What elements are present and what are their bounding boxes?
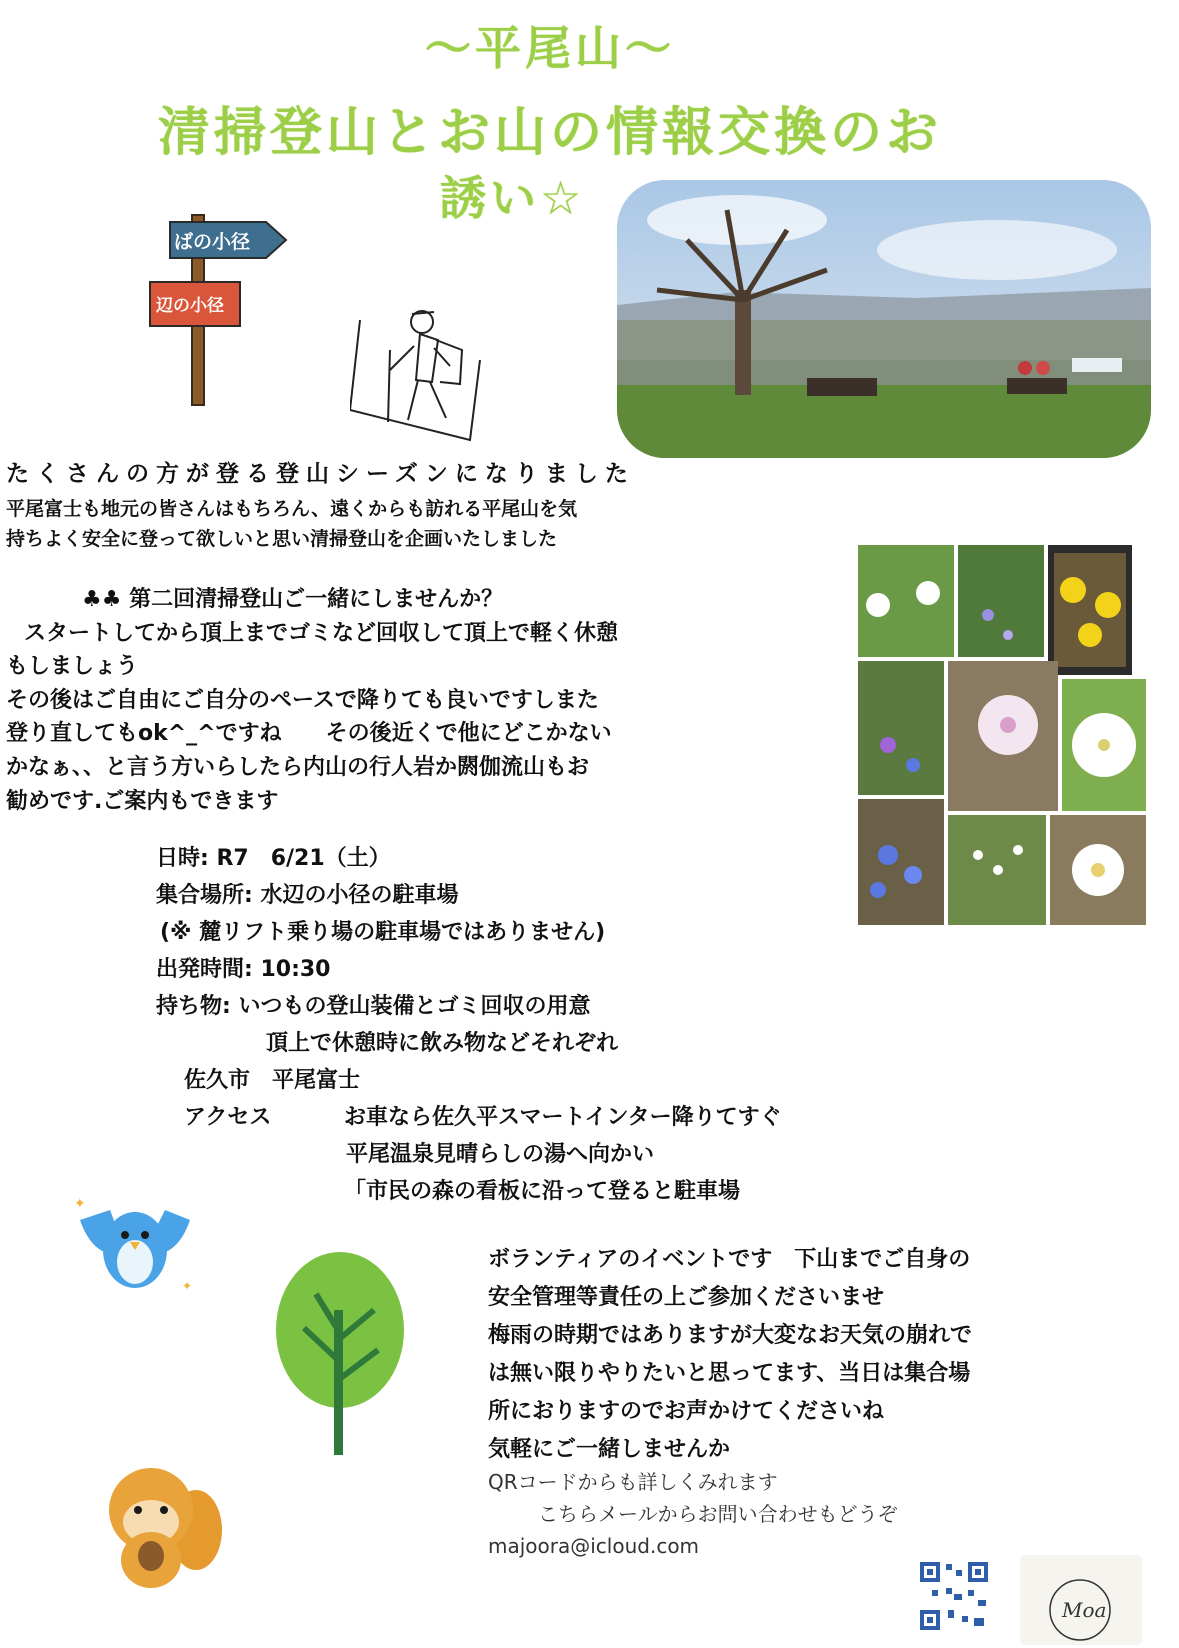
access-line-3: 「市民の森の看板に沿って登ると駐車場: [344, 1179, 741, 1204]
meeting-place: 集合場所: 水辺の小径の駐車場: [156, 883, 459, 908]
invite-line-6: かなぁ、、と言う方いらしたら内山の行人岩か閼伽流山もお: [6, 755, 590, 780]
notice-line-6: 気軽にご一緒しませんか: [488, 1437, 731, 1462]
svg-text:✦: ✦: [182, 1279, 193, 1293]
meeting-place-note: (※ 麓リフト乗り場の駐車場ではありません): [160, 920, 606, 945]
notice-line-5: 所におりますのでお声かけてくださいね: [488, 1399, 885, 1424]
invite-line-3: もしましょう: [6, 654, 139, 679]
notice-line-2: 安全管理等責任の上ご参加くださいませ: [488, 1285, 885, 1310]
hiker-illustration: [350, 300, 500, 450]
mountain-summit-photo: [617, 180, 1151, 458]
logo-text: Moa: [1062, 1598, 1107, 1622]
location: 佐久市 平尾富士: [184, 1068, 361, 1093]
intro-line-2: 持ちよく安全に登って欲しいと思い清掃登山を企画いたしました: [6, 528, 558, 550]
bluebird-illustration: [70, 1190, 200, 1300]
qr-code-caption: QRコードからも詳しくみれます: [488, 1470, 778, 1494]
invite-line-4: その後はご自由にご自分のペースで降りても良いですしまた: [6, 688, 599, 713]
tree-illustration: [270, 1250, 410, 1460]
intro-line-1: 平尾富士も地元の皆さんはもちろん、遠くからも訪れる平尾山を気: [6, 498, 578, 520]
invite-line-2: スタートしてから頂上までゴミなど回収して頂上で軽く休憩: [24, 621, 619, 646]
contact-email-link[interactable]: majoora@icloud.com: [488, 1534, 700, 1558]
departure-time: 出発時間: 10:30: [156, 957, 331, 982]
squirrel-illustration: [96, 1460, 226, 1590]
invite-line-1: ♣♣ 第二回清掃登山ご一緒にしませんか？: [82, 587, 504, 612]
moa-logo: [1020, 1555, 1142, 1645]
access-line-2: 平尾温泉見晴らしの湯へ向かい: [346, 1142, 655, 1167]
access-label: アクセス: [184, 1105, 272, 1130]
notice-line-4: は無い限りやりたいと思ってます、当日は集合場: [488, 1361, 971, 1386]
mail-caption: こちらメールからお問い合わせもどうぞ: [538, 1502, 898, 1526]
flower-photo-collage: [858, 545, 1146, 925]
notice-line-1: ボランティアのイベントです 下山までご自身の: [488, 1247, 971, 1272]
title-line-3: 誘い☆: [440, 171, 586, 225]
event-date: 日時: R7 6/21（土）: [156, 846, 391, 871]
notice-line-3: 梅雨の時期ではありますが大変なお天気の崩れで: [488, 1323, 973, 1348]
sign-top-label: ばの小径: [174, 231, 251, 253]
svg-text:✦: ✦: [74, 1196, 86, 1212]
signpost-illustration: [148, 210, 298, 410]
invite-line-7: 勧めです.ご案内もできます: [6, 789, 279, 814]
sign-bottom-label: 辺の小径: [156, 296, 224, 316]
intro-heading: たくさんの方が登る登山シーズンになりました: [6, 461, 635, 487]
title-line-1: 〜平尾山〜: [425, 21, 675, 75]
invite-line-5: 登り直してもok^_^ですね その後近くで他にどこかない: [6, 721, 612, 746]
items-to-bring: 持ち物: いつもの登山装備とゴミ回収の用意: [156, 994, 591, 1019]
qr-code[interactable]: [918, 1560, 990, 1632]
title-line-2: 清掃登山とお山の情報交換のお: [157, 103, 942, 163]
access-line-1: お車なら佐久平スマートインター降りてすぐ: [344, 1105, 782, 1130]
items-to-bring-2: 頂上で休憩時に飲み物などそれぞれ: [266, 1031, 619, 1056]
